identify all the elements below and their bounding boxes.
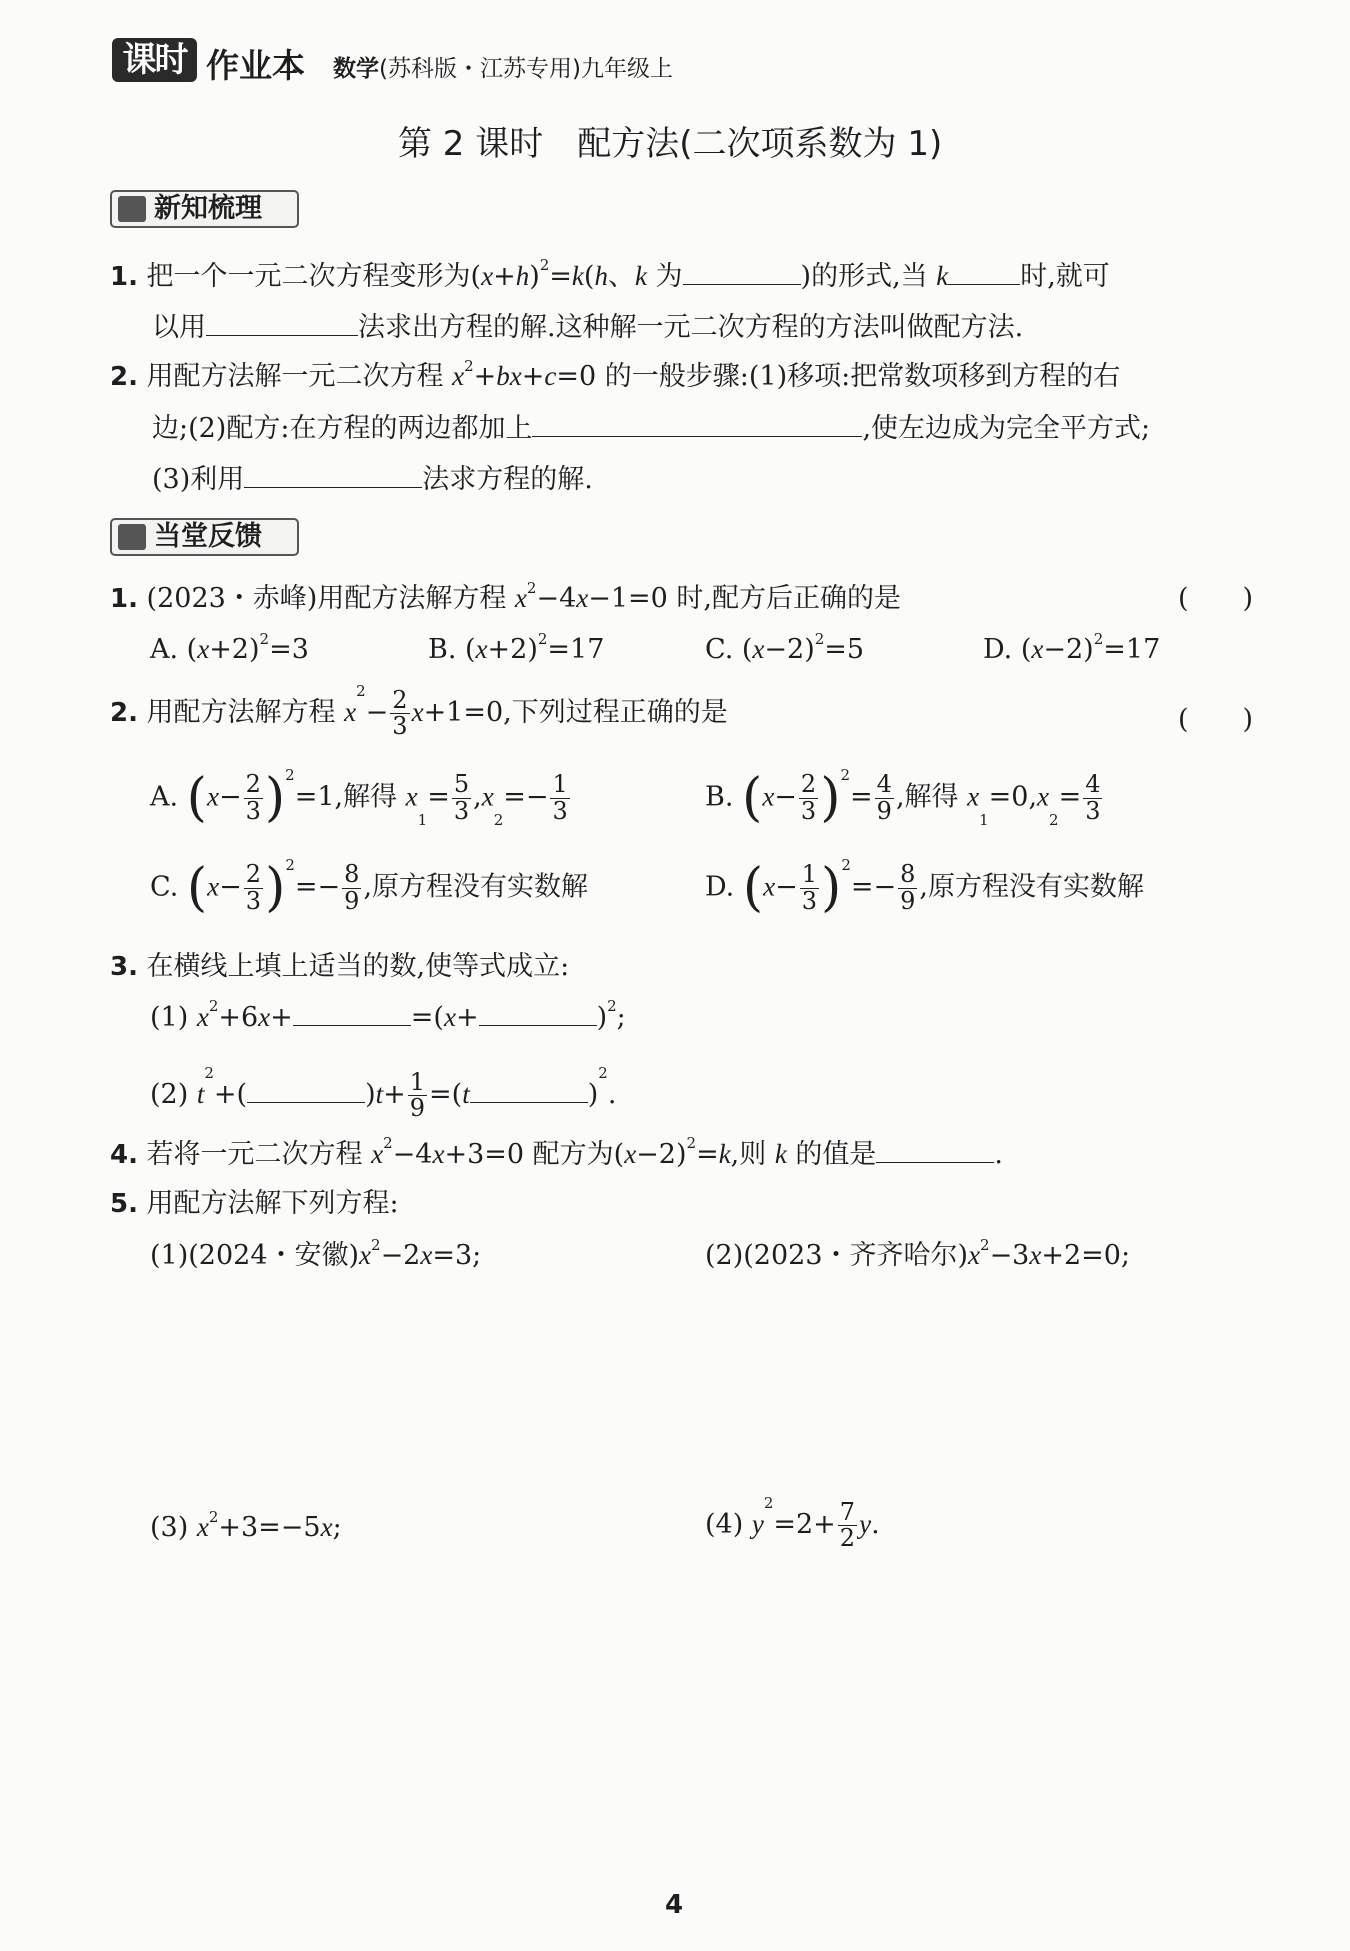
option-d: D. $(x-2)^2=17$ bbox=[983, 630, 1161, 665]
section-label: 当堂反馈 bbox=[154, 521, 262, 552]
knowledge-item-2-line3: (3)利用 法求方程的解. bbox=[152, 464, 593, 495]
option-b: B. (x− $\frac{2}{3}$ )$^2$= $\frac{4}{9}$ ,解得 $x_1=0,x_2=$ $\frac{4}{3}$ bbox=[705, 766, 1101, 829]
question-2: 2. 用配方法解方程 $x^2-$ $\frac{2}{3}$ x+1=0,下列过程正确的是 bbox=[110, 682, 728, 741]
page-number: 4 bbox=[665, 1890, 684, 1920]
knowledge-item-2-line1: 2. 用配方法解一元二次方程 $x^2+bx+c=0$ 的一般步骤:(1)移项:把常数项移到方程的右 bbox=[110, 357, 1121, 392]
knowledge-item-1-line2: 以用 法求出方程的解.这种解一元二次方程的方法叫做配方法. bbox=[152, 312, 1024, 343]
subject-line bbox=[333, 50, 673, 83]
option-a: A. $(x+2)^2=3$ bbox=[150, 630, 309, 665]
pencil-icon bbox=[118, 524, 146, 550]
answer-bracket: ( ) bbox=[1178, 704, 1254, 735]
edition: (苏科版・江苏专用)九年级上 bbox=[379, 56, 673, 82]
section-label: 新知梳理 bbox=[154, 193, 262, 224]
option-d: D. (x− $\frac{1}{3}$ )$^2$=− $\frac{8}{9}$ ,原方程没有实数解 bbox=[705, 856, 1145, 918]
option-c: C. $(x-2)^2=5$ bbox=[705, 630, 865, 665]
section-new-knowledge bbox=[110, 190, 299, 228]
option-b: B. $(x+2)^2=17$ bbox=[428, 630, 605, 665]
question-5-part-2: (2)(2023・齐齐哈尔)$x^2-3x+2=0$; bbox=[705, 1236, 1131, 1271]
question-3-part-2: (2) $t^2+$( )t+ $\frac{1}{9}$ =(t )$^2$. bbox=[150, 1064, 617, 1123]
question-3-part-1: (1) $x^2+6x+ =(x+ )^2$; bbox=[150, 997, 626, 1033]
section-feedback bbox=[110, 518, 299, 556]
option-a: A. (x− $\frac{2}{3}$ )$^2$=1,解得 $x_1=$ $\frac{5}{3}$ $,x_2=-$ $\frac{1}{3}$ bbox=[150, 766, 568, 829]
question-5-part-1: (1)(2024・安徽)$x^2-2x=3$; bbox=[150, 1236, 482, 1271]
subject: 数学 bbox=[333, 56, 379, 82]
question-3: 3. 在横线上填上适当的数,使等式成立: bbox=[110, 951, 570, 982]
answer-bracket: ( ) bbox=[1178, 583, 1254, 614]
book-icon bbox=[118, 196, 146, 222]
question-5-part-4: (4) $y^2=2+$ $\frac{7}{2}$ y. bbox=[705, 1494, 880, 1553]
question-4: 4. 若将一元二次方程 $x^2-4x+3=0$ 配方为$(x-2)^2=k$,则 k 的值是 . bbox=[110, 1134, 1004, 1170]
page-title: 第 2 课时 配方法(二次项系数为 1) bbox=[398, 124, 943, 164]
knowledge-item-1-line1: 1. 把一个一元二次方程变形为$(x+h)^2=k(h$、k 为 )的形式,当 k 时,就可 bbox=[110, 256, 1110, 292]
option-c: C. (x− $\frac{2}{3}$ )$^2$=− $\frac{8}{9}$ ,原方程没有实数解 bbox=[150, 856, 589, 918]
brand-name: 作业本 bbox=[206, 46, 305, 85]
question-5: 5. 用配方法解下列方程: bbox=[110, 1188, 399, 1219]
question-1: 1. (2023・赤峰)用配方法解方程 $x^2-4x-1=0$ 时,配方后正确的是 bbox=[110, 579, 902, 614]
brand-logo: 课时 bbox=[112, 38, 197, 82]
knowledge-item-2-line2: 边;(2)配方:在方程的两边都加上 ,使左边成为完全平方式; bbox=[152, 413, 1151, 444]
question-5-part-3: (3) $x^2+3=-5x$; bbox=[150, 1508, 342, 1543]
